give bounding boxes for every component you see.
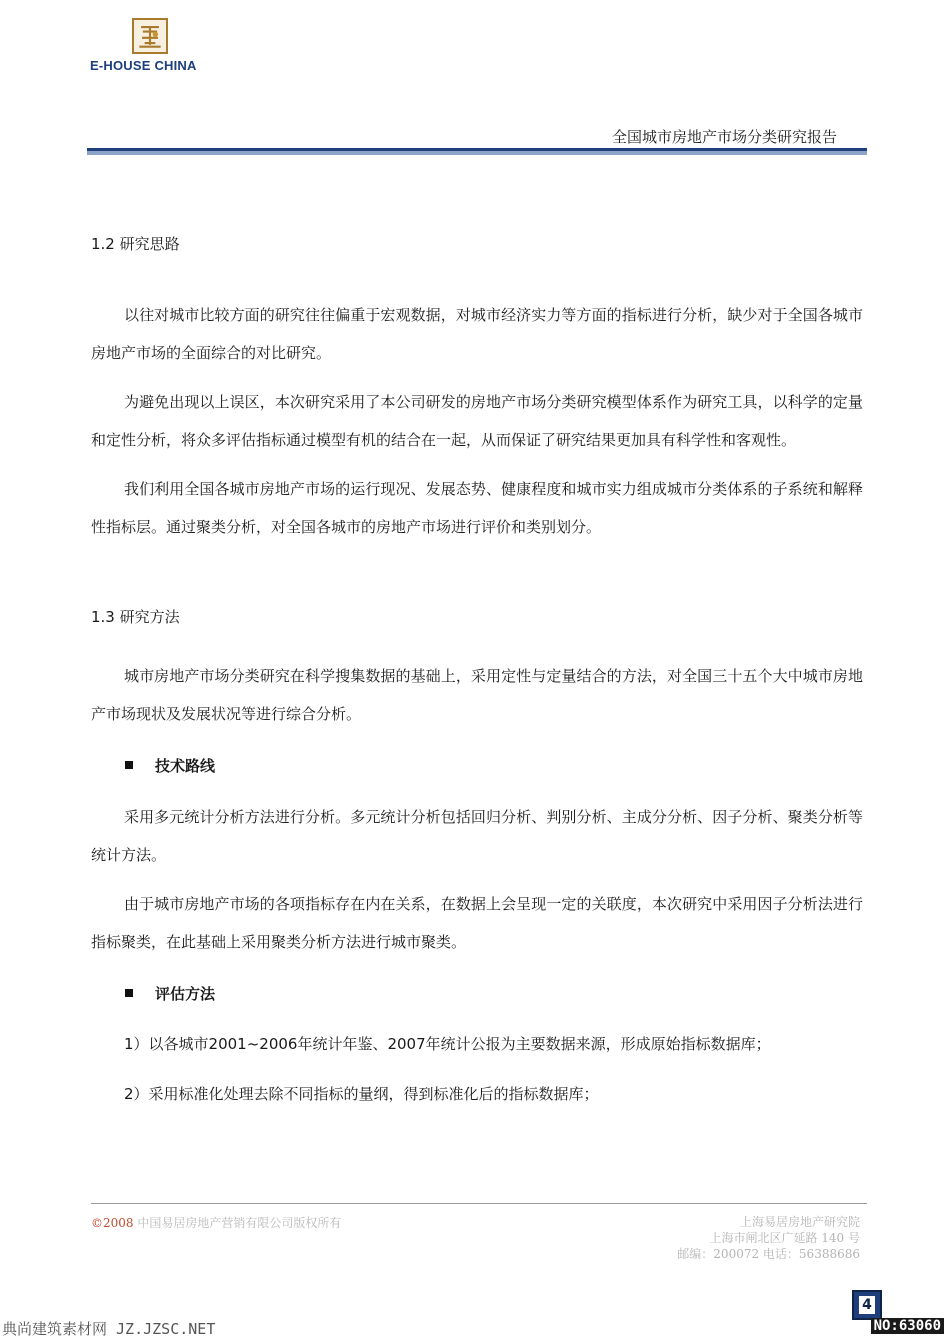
paragraph: 城市房地产市场分类研究在科学搜集数据的基础上，采用定性与定量结合的方法，对全国三十五个大中城市房地产市场现状及发展状况等进行综合分析。: [91, 667, 863, 723]
document-number-watermark: NO:63060: [871, 1318, 944, 1334]
copyright-year: ©2008: [91, 1216, 134, 1230]
bullet-heading-evaluation: [91, 984, 863, 1004]
paragraph: 我们利用全国各城市房地产市场的运行现况、发展态势、健康程度和城市实力组成城市分类体系的子系统和解释性指标层。通过聚类分析，对全国各城市的房地产市场进行评价和类别划分。: [91, 480, 863, 536]
logo-text: E-HOUSE CHINA: [90, 58, 197, 73]
header-divider: [87, 148, 867, 155]
paragraph: 采用多元统计分析方法进行分析。多元统计分析包括回归分析、判别分析、主成分分析、因子分析、聚类分析等统计方法。: [91, 808, 863, 864]
page-number-badge: [852, 1290, 882, 1320]
section-heading-1-3: 1.3 研究方法: [91, 608, 180, 626]
site-watermark: 典尚建筑素材网 JZ.JZSC.NET: [2, 1320, 216, 1338]
company-address: [677, 1214, 860, 1262]
address-line: 邮编：200072 电话：56388686: [677, 1247, 860, 1261]
address-line: 上海易居房地产研究院: [739, 1215, 860, 1229]
numbered-step: 1）以各城市2001~2006年统计年鉴、2007年统计公报为主要数据来源，形成原始指标数据库；: [124, 1035, 771, 1053]
logo-emblem-icon: [132, 18, 168, 54]
paragraph: 由于城市房地产市场的各项指标存在内在关系，在数据上会呈现一定的关联度，本次研究中采用因子分析法进行指标聚类，在此基础上采用聚类分析方法进行城市聚类。: [91, 895, 863, 951]
address-line: 上海市闸北区广延路 140 号: [709, 1231, 860, 1245]
page-number: 4: [859, 1296, 875, 1314]
square-bullet-icon: [125, 989, 133, 997]
copyright-text: 中国易居房地产营销有限公司版权所有: [137, 1216, 342, 1230]
report-title: 全国城市房地产市场分类研究报告: [611, 128, 837, 146]
footer-divider: [91, 1203, 867, 1204]
section-heading-1-2: 1.2 研究思路: [91, 235, 180, 253]
paragraph: 以往对城市比较方面的研究往往偏重于宏观数据，对城市经济实力等方面的指标进行分析，缺少对于全国各城市房地产市场的全面综合的对比研究。: [91, 306, 863, 362]
bullet-label: 技术路线: [155, 757, 216, 775]
page-body: [91, 234, 863, 1104]
company-logo: [90, 18, 220, 76]
numbered-step: 2）采用标准化处理去除不同指标的量纲，得到标准化后的指标数据库；: [124, 1085, 599, 1103]
square-bullet-icon: [125, 761, 133, 769]
bullet-heading-tech-route: [91, 756, 863, 776]
bullet-label: 评估方法: [155, 985, 216, 1003]
copyright-notice: [91, 1214, 341, 1231]
paragraph: 为避免出现以上误区，本次研究采用了本公司研发的房地产市场分类研究模型体系作为研究工具，以科学的定量和定性分析，将众多评估指标通过模型有机的结合在一起，从而保证了研究结果更加具有科学性和客观性。: [91, 393, 863, 449]
